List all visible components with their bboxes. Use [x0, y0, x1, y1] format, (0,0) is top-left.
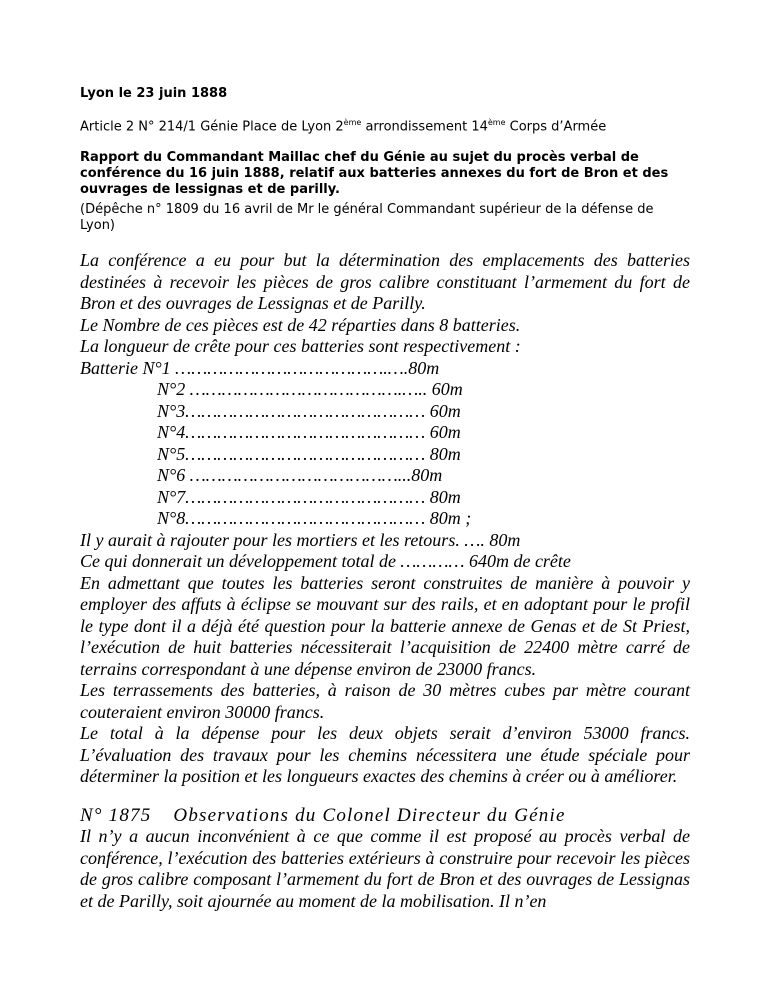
paragraph-nombre: Le Nombre de ces pièces est de 42 réparties dans 8 batteries. — [80, 314, 521, 335]
paragraph-longueur: La longueur de crête pour ces batteries sont respectivement : — [80, 336, 521, 356]
battery-line-1: Batterie N°1 ………………………………….….80m — [80, 357, 440, 378]
battery-line-5: N°5……………………………………… 80m — [157, 443, 461, 464]
article-middle: arrondissement 14 — [361, 119, 488, 135]
article-superscript-2: ème — [487, 118, 506, 127]
paragraph-observations: Il n’y a aucun inconvénient à ce que comme il est proposé au procès verbal de conférence, l’exécution des batteries extérieurs à construire pour recevoir les pièces de gros calibre composant l’armement du fort de Bron et des ouvrages de Lessignas et de Parilly, soit ajournée au moment de la mobilisation. Il n’en — [80, 826, 690, 911]
battery-line-7: N°7……………………………………… 80m — [157, 486, 461, 507]
paragraph-total: Le total à la dépense pour les deux objets serait d’environ 53000 francs. L’évaluation des travaux pour les chemins nécessitera une étude spéciale pour déterminer la position et les longueurs exactes des chemins à créer ou à améliorer. — [80, 723, 690, 786]
paragraph-intro: La conférence a eu pour but la détermination des emplacements des batteries destinées à recevoir les pièces de gros calibre constituant l’armement du fort de Bron et des ouvrages de Lessignas et de Parilly. — [80, 250, 690, 313]
report-body — [80, 250, 690, 912]
depeche-reference: (Dépêche n° 1809 du 16 avril de Mr le général Commandant supérieur de la défense de Lyon) — [80, 202, 654, 233]
observations-heading — [80, 805, 690, 827]
document-date: Lyon le 23 juin 1888 — [80, 86, 228, 101]
paragraph-mortiers: Il y aurait à rajouter pour les mortiers et les retours. …. 80m — [80, 529, 521, 550]
battery-line-6: N°6 …………………………………...80m — [157, 465, 443, 485]
battery-line-8: N°8……………………………………… 80m ; — [157, 508, 472, 528]
observations-number: N° 1875 — [80, 804, 152, 826]
battery-line-3: N°3……………………………………… 60m — [157, 400, 461, 421]
paragraph-total-developpement: Ce qui donnerait un développement total de ………… 640m de crête — [80, 551, 571, 571]
rapport-title: Rapport du Commandant Maillac chef du Génie au sujet du procès verbal de conférence du 16 juin 1888, relatif aux batteries annexes du fort de Bron et des ouvrages de lessignas et de parilly. — [80, 150, 669, 197]
observations-title: Observations du Colonel Directeur du Génie — [173, 804, 566, 826]
battery-line-4: N°4……………………………………… 60m — [157, 422, 461, 442]
article-superscript-1: ème — [343, 118, 362, 127]
paragraph-terrassements: Les terrassements des batteries, à raison de 30 mètres cubes par mètre courant couteraient environ 30000 francs. — [80, 680, 690, 722]
article-prefix: Article 2 N° 214/1 Génie Place de Lyon 2 — [80, 119, 344, 135]
article-suffix: Corps d’Armée — [505, 119, 607, 135]
paragraph-admettant: En admettant que toutes les batteries seront construites de manière à pouvoir y employer des affuts à éclipse se mouvant sur des rails, et en adoptant pour le profil le type dont il a déjà été question pour la batterie annexe de Genas et de St Priest, l’exécution de huit batteries nécessiterait l’acquisition de 22400 mètre carré de terrains correspondant à une dépense environ de 23000 francs. — [80, 572, 690, 679]
article-reference — [80, 118, 606, 134]
battery-line-2: N°2 ………………………………….….. 60m — [157, 379, 463, 399]
